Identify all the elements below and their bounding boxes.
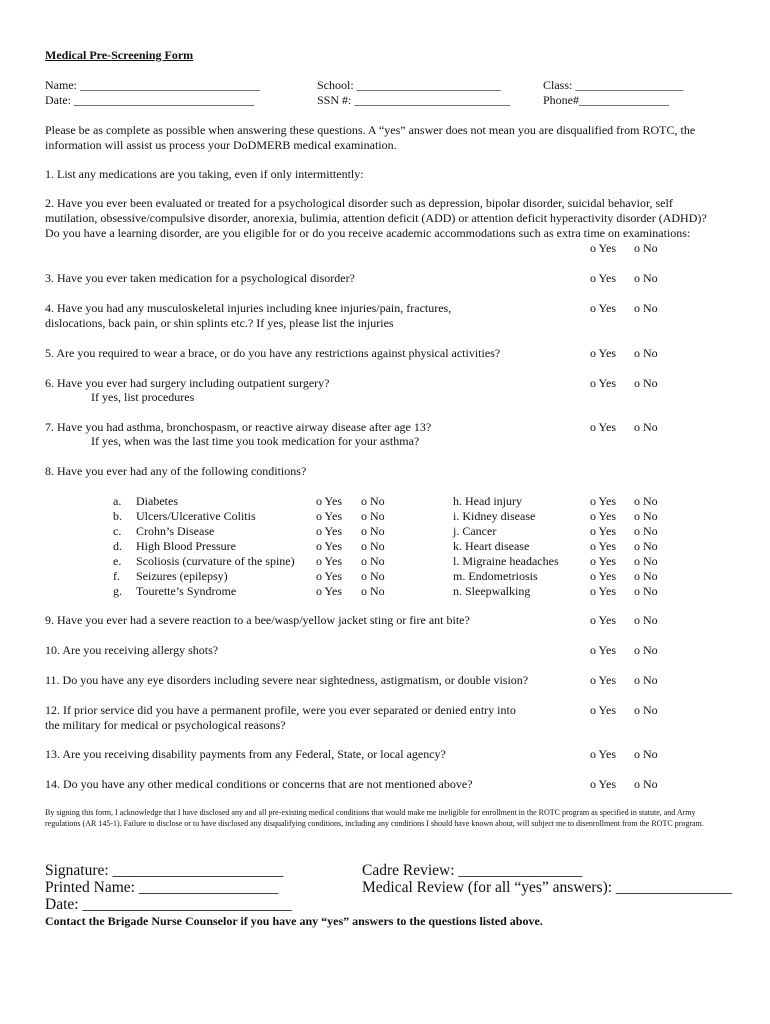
q6-no-option[interactable]: o No xyxy=(634,376,658,390)
form-title: Medical Pre-Screening Form xyxy=(45,48,194,62)
question-11: 11. Do you have any eye disorders including severe near sightedness, astigmatism, or double vision? xyxy=(45,673,529,687)
condition-d-no[interactable]: o No xyxy=(361,539,385,553)
disclaimer-text: By signing this form, I acknowledge that I have disclosed any and all pre-existing medical conditions that would make me ineligible for enrollment in the ROTC program as specified in statute, and Army regulations (AR 145-1). Failure to disclose or to have disclosed any disqualifying conditions, including any conditions I should have known about, will subject me to disenrollment from the ROTC program. xyxy=(45,808,704,828)
signature-field[interactable]: Signature: ______________________ xyxy=(45,862,284,879)
condition-letter: d. xyxy=(113,539,122,553)
condition-a-no[interactable]: o No xyxy=(361,494,385,508)
condition-cancer: j. Cancer xyxy=(453,524,497,538)
question-12: 12. If prior service did you have a permanent profile, were you ever separated or denied entry into xyxy=(45,703,516,717)
condition-d-yes[interactable]: o Yes xyxy=(316,539,343,553)
condition-n-no[interactable]: o No xyxy=(634,584,658,598)
q11-no-option[interactable]: o No xyxy=(634,673,658,687)
school-field[interactable]: School: ________________________ xyxy=(317,78,501,92)
condition-f-no[interactable]: o No xyxy=(361,569,385,583)
printed-name-field[interactable]: Printed Name: __________________ xyxy=(45,879,279,896)
date-field[interactable]: Date: ______________________________ xyxy=(45,93,254,107)
condition-k-yes[interactable]: o Yes xyxy=(590,539,617,553)
q3-no-option[interactable]: o No xyxy=(634,271,658,285)
question-7: 7. Have you had asthma, bronchospasm, or reactive airway disease after age 13? xyxy=(45,420,432,434)
condition-letter: c. xyxy=(113,524,122,538)
condition-letter: a. xyxy=(113,494,122,508)
condition-head-injury: h. Head injury xyxy=(453,494,522,508)
condition-i-no[interactable]: o No xyxy=(634,509,658,523)
class-field[interactable]: Class: __________________ xyxy=(543,78,684,92)
condition-j-yes[interactable]: o Yes xyxy=(590,524,617,538)
condition-n-yes[interactable]: o Yes xyxy=(590,584,617,598)
question-3: 3. Have you ever taken medication for a psychological disorder? xyxy=(45,271,355,285)
condition-letter: e. xyxy=(113,554,122,568)
question-12-continued: the military for medical or psychological reasons? xyxy=(45,718,286,732)
condition-endometriosis: m. Endometriosis xyxy=(453,569,538,583)
question-7-followup: If yes, when was the last time you took medication for your asthma? xyxy=(91,434,420,448)
question-13: 13. Are you receiving disability payments from any Federal, State, or local agency? xyxy=(45,747,446,761)
question-8: 8. Have you ever had any of the following conditions? xyxy=(45,464,307,478)
q14-yes-option[interactable]: o Yes xyxy=(590,777,617,791)
condition-tourettes: Tourette’s Syndrome xyxy=(136,584,237,598)
cadre-review-field[interactable]: Cadre Review: ________________ xyxy=(362,862,583,879)
q9-no-option[interactable]: o No xyxy=(634,613,658,627)
question-10: 10. Are you receiving allergy shots? xyxy=(45,643,219,657)
condition-m-yes[interactable]: o Yes xyxy=(590,569,617,583)
ssn-field[interactable]: SSN #: __________________________ xyxy=(317,93,511,107)
question-6-followup: If yes, list procedures xyxy=(91,390,195,404)
condition-a-yes[interactable]: o Yes xyxy=(316,494,343,508)
condition-crohns: Crohn’s Disease xyxy=(136,524,215,538)
condition-high-blood-pressure: High Blood Pressure xyxy=(136,539,236,553)
condition-letter: b. xyxy=(113,509,122,523)
condition-heart-disease: k. Heart disease xyxy=(453,539,530,553)
condition-h-yes[interactable]: o Yes xyxy=(590,494,617,508)
question-2: 2. Have you ever been evaluated or treated for a psychological disorder such as depression, bipolar disorder, suicidal behavior, self mutilation, obsessive/compulsive disorder, anorexia, bulimia, attention deficit (ADD) or attention deficit hyperactivity disorder (ADHD)? Do you have a learning disorder, are you eligible for or do you receive academic accommodations such as extra time on examinations: xyxy=(45,196,707,240)
condition-b-no[interactable]: o No xyxy=(361,509,385,523)
condition-letter: g. xyxy=(113,584,122,598)
condition-e-yes[interactable]: o Yes xyxy=(316,554,343,568)
condition-diabetes: Diabetes xyxy=(136,494,178,508)
q6-yes-option[interactable]: o Yes xyxy=(590,376,617,390)
q2-no-option[interactable]: o No xyxy=(634,241,658,255)
q4-no-option[interactable]: o No xyxy=(634,301,658,315)
q13-no-option[interactable]: o No xyxy=(634,747,658,761)
q4-yes-option[interactable]: o Yes xyxy=(590,301,617,315)
condition-kidney-disease: i. Kidney disease xyxy=(453,509,536,523)
question-9: 9. Have you ever had a severe reaction to a bee/wasp/yellow jacket sting or fire ant bite? xyxy=(45,613,470,627)
condition-sleepwalking: n. Sleepwalking xyxy=(453,584,531,598)
contact-note: Contact the Brigade Nurse Counselor if you have any “yes” answers to the questions listed above. xyxy=(45,914,543,928)
question-4: 4. Have you had any musculoskeletal injuries including knee injuries/pain, fractures, xyxy=(45,301,452,315)
phone-field[interactable]: Phone#_______________ xyxy=(543,93,669,107)
question-5: 5. Are you required to wear a brace, or do you have any restrictions against physical activities? xyxy=(45,346,501,360)
date-signature-field[interactable]: Date: ___________________________ xyxy=(45,896,292,913)
q5-yes-option[interactable]: o Yes xyxy=(590,346,617,360)
question-1: 1. List any medications are you taking, even if only intermittently: xyxy=(45,167,364,181)
condition-ulcers: Ulcers/Ulcerative Colitis xyxy=(136,509,256,523)
condition-scoliosis: Scoliosis (curvature of the spine) xyxy=(136,554,295,568)
q13-yes-option[interactable]: o Yes xyxy=(590,747,617,761)
condition-migraine-headaches: l. Migraine headaches xyxy=(453,554,559,568)
q12-yes-option[interactable]: o Yes xyxy=(590,703,617,717)
condition-e-no[interactable]: o No xyxy=(361,554,385,568)
condition-b-yes[interactable]: o Yes xyxy=(316,509,343,523)
condition-k-no[interactable]: o No xyxy=(634,539,658,553)
q9-yes-option[interactable]: o Yes xyxy=(590,613,617,627)
condition-letter: f. xyxy=(113,569,120,583)
q10-no-option[interactable]: o No xyxy=(634,643,658,657)
condition-l-no[interactable]: o No xyxy=(634,554,658,568)
medical-review-field[interactable]: Medical Review (for all “yes” answers): _______________ xyxy=(362,879,733,896)
question-6: 6. Have you ever had surgery including outpatient surgery? xyxy=(45,376,330,390)
q3-yes-option[interactable]: o Yes xyxy=(590,271,617,285)
condition-m-no[interactable]: o No xyxy=(634,569,658,583)
q2-yes-option[interactable]: o Yes xyxy=(590,241,617,255)
question-4-continued: dislocations, back pain, or shin splints etc.? If yes, please list the injuries xyxy=(45,316,394,330)
name-field[interactable]: Name: ______________________________ xyxy=(45,78,260,92)
condition-l-yes[interactable]: o Yes xyxy=(590,554,617,568)
q12-no-option[interactable]: o No xyxy=(634,703,658,717)
condition-i-yes[interactable]: o Yes xyxy=(590,509,617,523)
condition-g-no[interactable]: o No xyxy=(361,584,385,598)
q14-no-option[interactable]: o No xyxy=(634,777,658,791)
intro-paragraph: Please be as complete as possible when answering these questions. A “yes” answer does not mean you are disqualified from ROTC, the information will assist us process your DoDMERB medical examination. xyxy=(45,123,696,152)
q7-yes-option[interactable]: o Yes xyxy=(590,420,617,434)
question-14: 14. Do you have any other medical conditions or concerns that are not mentioned above? xyxy=(45,777,473,791)
condition-f-yes[interactable]: o Yes xyxy=(316,569,343,583)
condition-seizures: Seizures (epilepsy) xyxy=(136,569,228,583)
condition-j-no[interactable]: o No xyxy=(634,524,658,538)
q7-no-option[interactable]: o No xyxy=(634,420,658,434)
q11-yes-option[interactable]: o Yes xyxy=(590,673,617,687)
condition-g-yes[interactable]: o Yes xyxy=(316,584,343,598)
condition-c-no[interactable]: o No xyxy=(361,524,385,538)
condition-h-no[interactable]: o No xyxy=(634,494,658,508)
q5-no-option[interactable]: o No xyxy=(634,346,658,360)
q10-yes-option[interactable]: o Yes xyxy=(590,643,617,657)
condition-c-yes[interactable]: o Yes xyxy=(316,524,343,538)
